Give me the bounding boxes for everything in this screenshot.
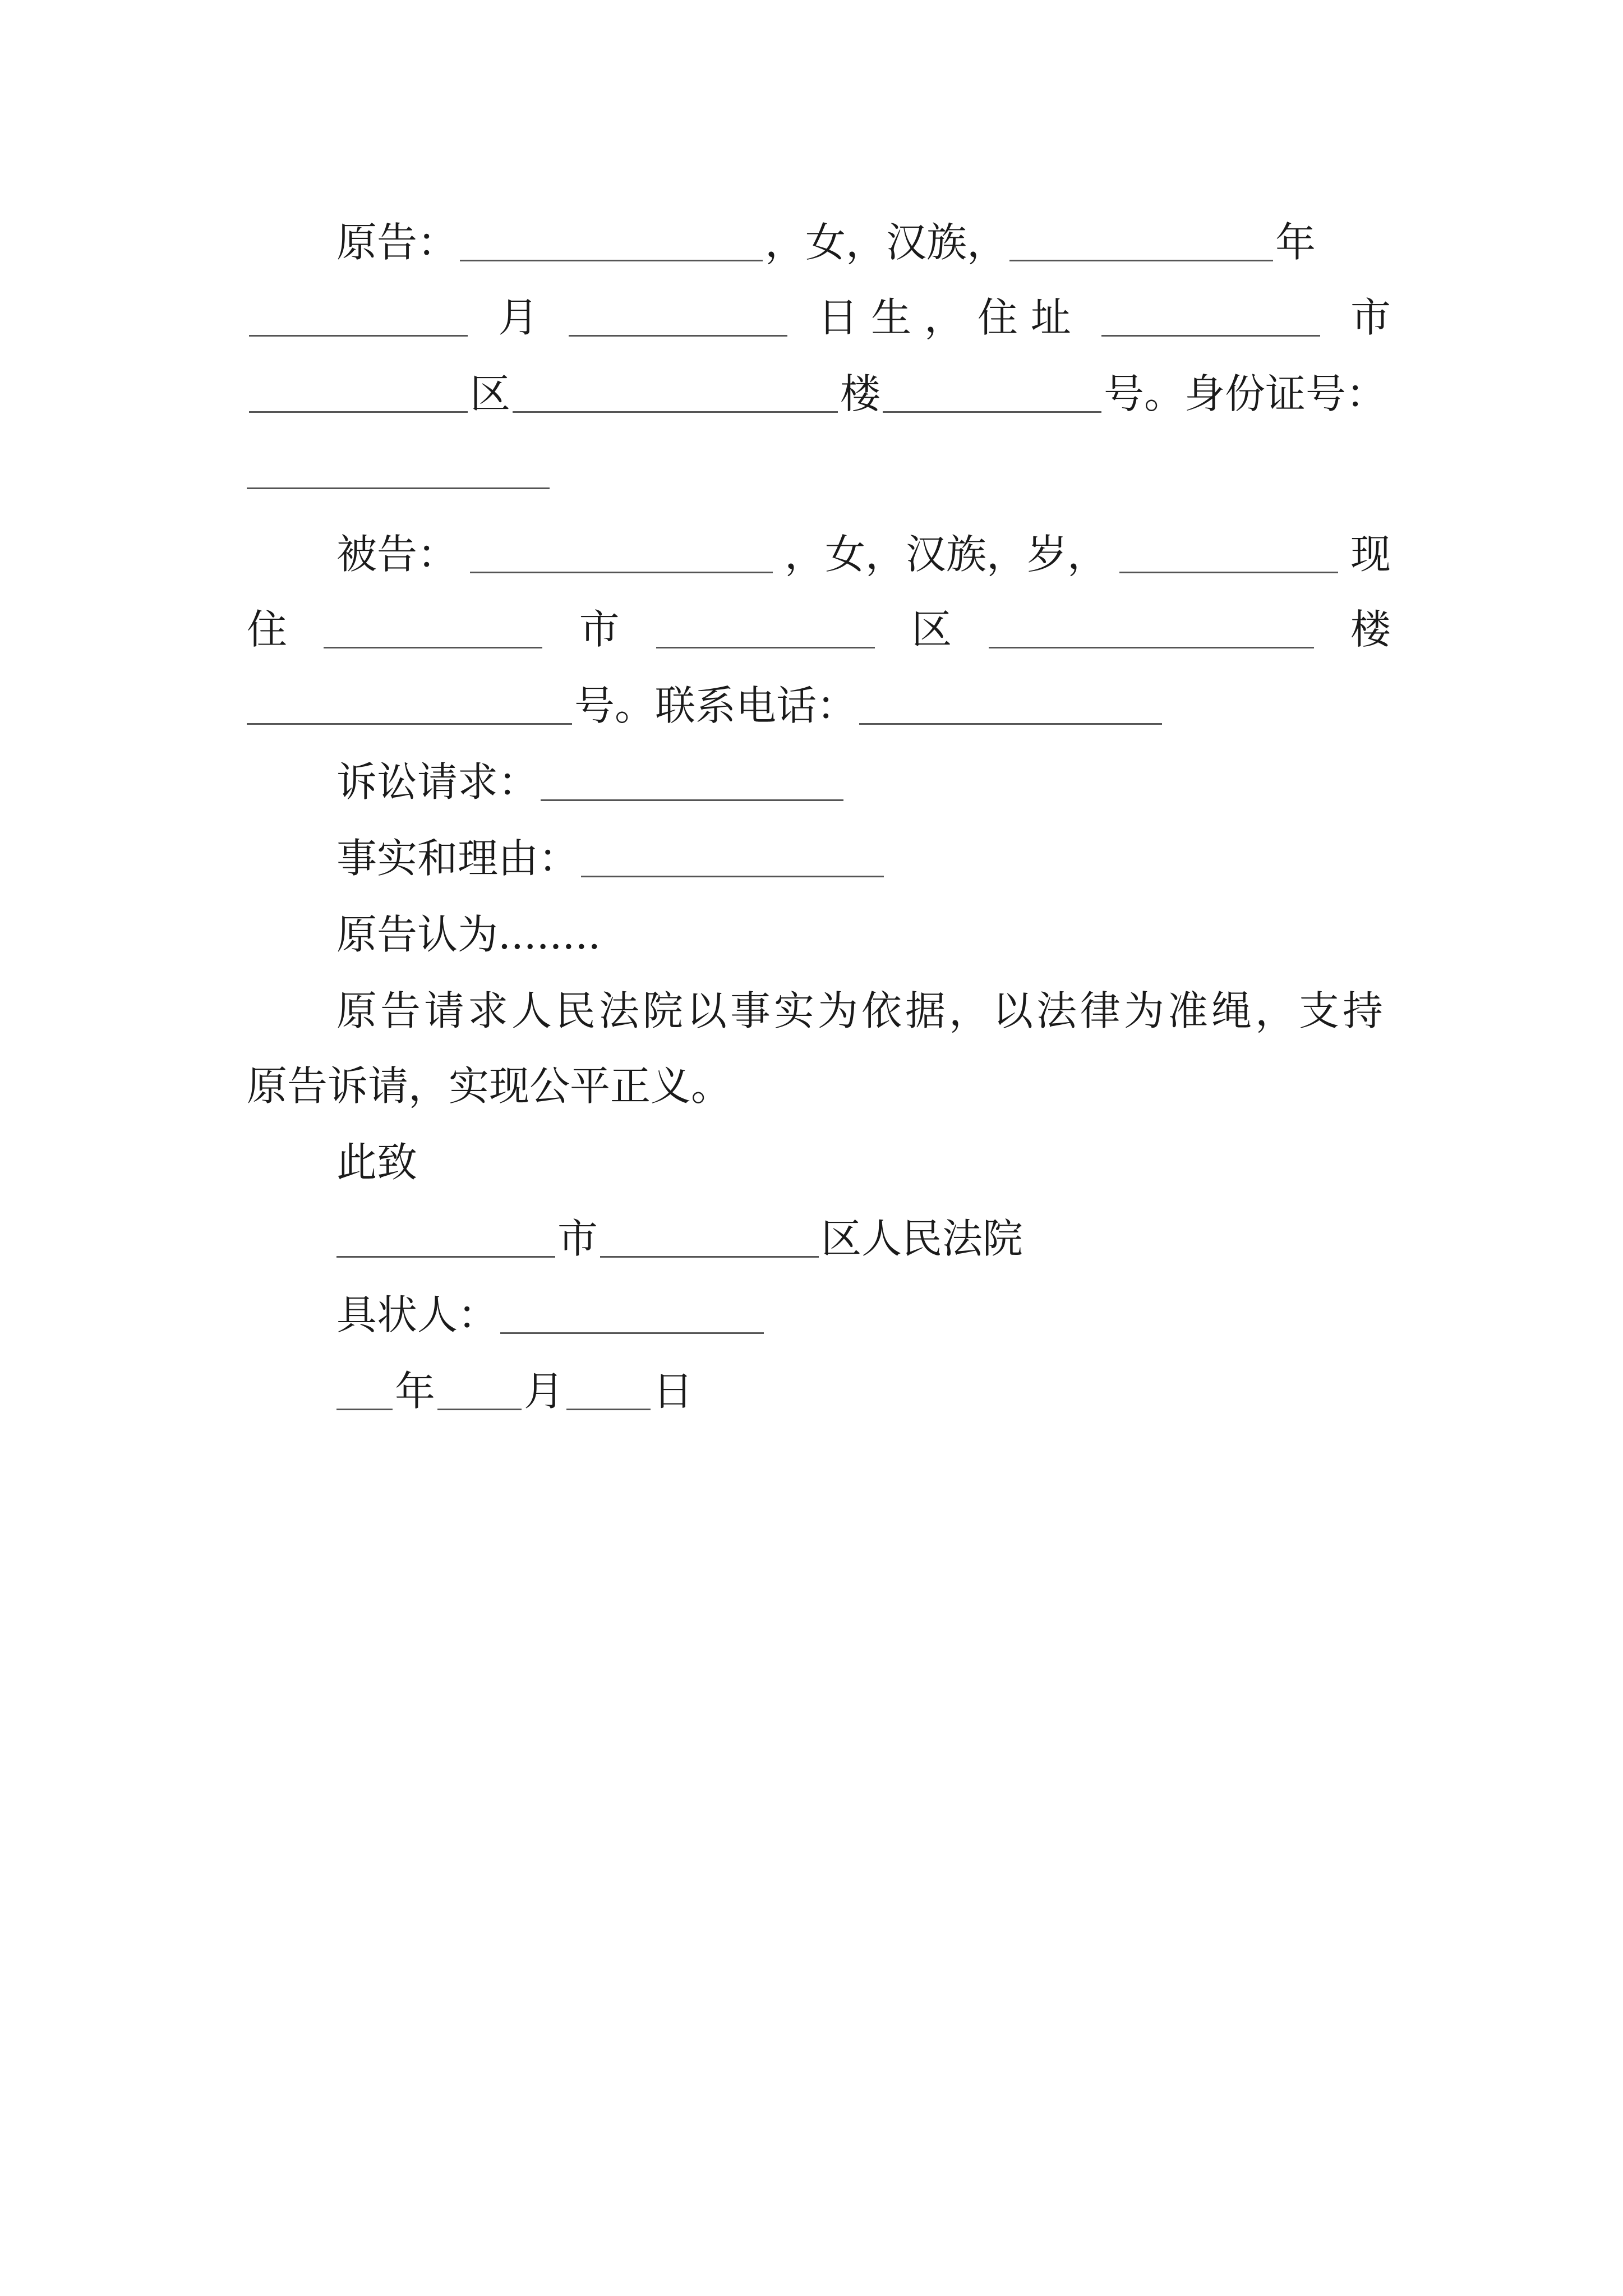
plaintiff-number-blank[interactable]: [883, 371, 1101, 413]
opinion-text: 原告认为........: [336, 911, 601, 958]
opinion-line: [336, 908, 1391, 961]
plaintiff-day-address-label: 日 生 ， 住 址: [818, 294, 1071, 341]
claims-blank[interactable]: [541, 759, 843, 801]
court-city-blank[interactable]: [336, 1216, 555, 1258]
signer-label: 具状人：: [336, 1291, 499, 1338]
date-line: [336, 1364, 1391, 1418]
defendant-city-blank[interactable]: [324, 606, 542, 648]
salutation-text: 此致: [336, 1139, 418, 1186]
plaintiff-line-3: [247, 367, 1391, 421]
defendant-building-blank[interactable]: [989, 606, 1314, 648]
facts-line: [336, 831, 1391, 885]
defendant-district-blank[interactable]: [656, 606, 875, 648]
defendant-district-label: 区: [911, 606, 952, 653]
court-district-label: 区人民法院: [821, 1215, 1023, 1262]
plaintiff-gender-ethnicity: ，女，汉族，: [765, 219, 1008, 266]
request-line-2: [247, 1059, 1391, 1113]
court-city-label: 市: [557, 1215, 598, 1262]
defendant-building-label: 楼: [1350, 606, 1391, 653]
date-month-blank[interactable]: [437, 1368, 522, 1410]
defendant-line-2: [247, 602, 1391, 656]
request-text-1: 原告请求人民法院以事实为依据，以法律为准绳，支持: [336, 987, 1387, 1034]
plaintiff-city-label: 市: [1350, 294, 1391, 341]
defendant-info: ，女，汉族，岁，: [784, 531, 1108, 578]
plaintiff-district-label: 区: [470, 370, 511, 417]
request-text-2: 原告诉请，实现公平正义。: [247, 1062, 732, 1110]
claims-line: [336, 755, 1391, 809]
date-year-label: 年: [395, 1368, 436, 1415]
defendant-name-blank[interactable]: [470, 531, 773, 573]
date-year-blank[interactable]: [336, 1368, 393, 1410]
court-district-blank[interactable]: [600, 1216, 819, 1258]
defendant-number-blank[interactable]: [247, 683, 572, 725]
signer-blank[interactable]: [500, 1292, 764, 1334]
date-day-blank[interactable]: [566, 1368, 651, 1410]
plaintiff-district-blank[interactable]: [249, 371, 468, 413]
defendant-age-blank[interactable]: [1119, 531, 1338, 573]
salutation-line: [336, 1135, 1391, 1189]
date-day-label: 日: [653, 1368, 694, 1415]
court-line: [336, 1212, 1391, 1266]
plaintiff-building-label: 楼: [840, 370, 881, 417]
plaintiff-line-2: [247, 291, 1391, 344]
date-month-label: 月: [524, 1368, 565, 1415]
defendant-reside-label: 现: [1350, 531, 1391, 578]
defendant-line-1: [336, 527, 1391, 581]
defendant-phone-blank[interactable]: [859, 683, 1162, 725]
claims-label: 诉讼请求：: [336, 758, 539, 806]
plaintiff-month-label: 月: [498, 294, 539, 341]
plaintiff-id-number-blank[interactable]: [247, 447, 550, 489]
plaintiff-line-4: [247, 443, 1391, 497]
request-line-1: [336, 984, 1391, 1038]
defendant-city-label: 市: [579, 606, 620, 653]
facts-label: 事实和理由：: [336, 835, 579, 882]
defendant-phone-label: 号。联系电话：: [574, 682, 857, 729]
plaintiff-city-blank[interactable]: [1101, 295, 1320, 337]
facts-blank[interactable]: [581, 835, 884, 877]
defendant-reside-prefix: 住: [247, 606, 288, 653]
signer-line: [336, 1288, 1391, 1342]
plaintiff-label: 原告：: [336, 219, 458, 266]
defendant-label: 被告：: [336, 531, 458, 578]
plaintiff-line-1: [336, 215, 1391, 269]
plaintiff-id-label: 号。身份证号：: [1104, 370, 1387, 417]
plaintiff-birth-day-blank[interactable]: [569, 295, 787, 337]
plaintiff-birth-year-blank[interactable]: [1009, 219, 1273, 261]
defendant-line-3: [247, 679, 1391, 733]
plaintiff-birth-month-blank[interactable]: [249, 295, 468, 337]
plaintiff-building-blank[interactable]: [513, 371, 838, 413]
plaintiff-name-blank[interactable]: [460, 219, 763, 261]
plaintiff-year-label: 年: [1275, 219, 1316, 266]
